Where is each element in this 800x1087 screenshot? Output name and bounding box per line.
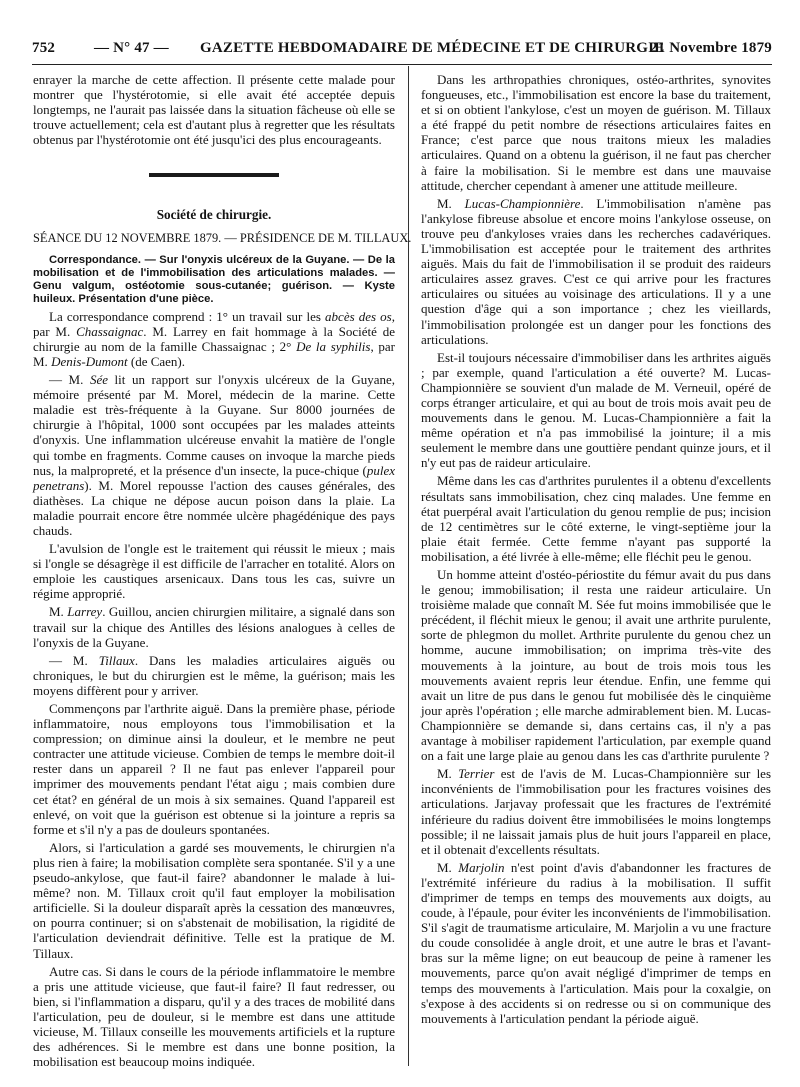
section-separator xyxy=(149,173,279,177)
journal-title: GAZETTE HEBDOMADAIRE DE MÉDECINE ET DE CHIRURGIE xyxy=(200,40,665,56)
paragraph: Dans les arthropathies chroniques, ostéo-arthrites, synovites fongueuses, etc., l'immobilisation est encore la base du traitement, et si on obtient l'ankylose, c'est un moyen de guérison. M. Tillaux a été frappé du petit nombre de résections articulaires faites en France; c'est parce que nous traitons mieux les maladies articulaires. Quand on a obtenu la guérison, il ne faut pas chercher à faire la mobilisation. Si le membre est dans une mauvaise attitude, chercher cependant à amener une attitude meilleure. xyxy=(421,72,771,193)
paragraph: enrayer la marche de cette affection. Il présente cette malade pour montrer que l'hystérotomie, si elle avait été acceptée depuis longtemps, ne l'aurait pas laissée dans la situation fâcheuse où elle se trouve actuellement; cela est d'autant plus à regretter que les résultats obtenus par l'hystérotomie ont été jusqu'ici des plus encourageants. xyxy=(33,72,395,148)
header-rule xyxy=(32,64,772,65)
paragraph: Commençons par l'arthrite aiguë. Dans la première phase, période inflammatoire, nous employons tous l'immobilisation et la compression; on diminue ainsi la douleur, et le membre ne peut contracter une attitude vicieuse. Combien de temps le membre doit-il rester dans un appareil ? Il ne faut pas enlever l'appareil pour imprimer des mouvements pendant l'état aigu ; mais combien dure cet état? en général de un mois à six semaines. Quand l'appareil est enlevé, on voit que la guérison est obtenue si la jointure a repris sa forme et s'il n'y a pas de douleurs spontanées. xyxy=(33,701,395,837)
paragraph: La correspondance comprend : 1° un travail sur les abcès des os, par M. Chassaignac. M. Larrey en fait hommage à la Société de chirurgie au nom de la famille Chassaignac ; 2° De la syphilis, par M. Denis-Dumont (de Caen). xyxy=(33,308,395,369)
paragraph: — M. Sée lit un rapport sur l'onyxis ulcéreux de la Guyane, mémoire présenté par M. Morel, médecin de la marine. Cette maladie est très-fréquente à la Guyane. Sur 8000 journées de chirurgie à l'hôpital, 1000 sont occupées par les malades atteints d'onyxis. Une inflammation ulcéreuse envahit la matière de l'ongle qui tombe en fragments. Comme causes on invoque la marche pieds nus, la malpropreté, et la présence d'un insecte, la puce-chique (pulex penetrans). M. Morel repousse l'action des causes générales, des diathèses. La chique ne dépose aucun poison dans la plaie. La maladie pourrait encore être nommée ulcère phagédénique des pays chauds. xyxy=(33,372,395,538)
section-title: Société de chirurgie. xyxy=(156,207,272,223)
paragraph: M. Larrey. Guillou, ancien chirurgien militaire, a signalé dans son travail sur la chique des Antilles des lésions analogues à celles de l'onyxis de la Guyane. xyxy=(33,604,395,650)
paragraph: Autre cas. Si dans le cours de la période inflammatoire le membre a pris une attitude vicieuse, que faut-il faire? Il faut redresser, ou bien, si l'inflammation a disparu, qu'il y a des traces de mobilité dans l'articulation, peu de douleur, si le membre est dans une attitude vicieuse, M. Tillaux conseille les mouvements artificiels et la rupture des adhérences. Si le membre est dans une bonne position, la mobilisation est beaucoup moins indiquée. xyxy=(33,963,395,1070)
page-number: 752 xyxy=(32,40,56,56)
paragraph: Est-il toujours nécessaire d'immobiliser dans les arthrites aiguës ; par exemple, quand l'articulation a été ouverte? M. Lucas-Championnière se souvient d'un malade de M. Verneuil, opéré de corps étranger articulaire, et qui au bout de trois mois avait peu de mouvements dans le genou. M. Lucas-Championnière a fait la même opération et n'a pas immobilisé la jointure; il a mis seulement le membre dans une gouttière pendant quinze jours, et il n'y eut pas de raideur articulaire. xyxy=(421,349,771,471)
right-column xyxy=(421,72,771,1029)
issue-number: — N° 47 — xyxy=(94,40,169,56)
paragraph: — M. Tillaux. Dans les maladies articulaires aiguës ou chroniques, le but du chirurgien est le même, la guérison; mais les moyens diffèrent pour y arriver. xyxy=(33,652,395,698)
seance-line: SÉANCE DU 12 NOVEMBRE 1879. — PRÉSIDENCE DE M. TILLAUX. xyxy=(33,230,412,245)
column-divider xyxy=(408,66,409,1066)
paragraph: M. Marjolin n'est point d'avis d'abandonner les fractures de l'extrémité inférieure du radius à la mobilisation. Il suffit d'imprimer de temps en temps des mouvements aux doigts, au coude, à l'épaule, pour éviter les inconvénients de l'immobilisation. S'il s'agit de traumatisme articulaire, M. Marjolin a vu une fracture du coude consolidée à angle droit, et une autre le bras et l'avant-bras sur la même ligne; on eut beaucoup de peine à ramener les mouvements, parce qu'on avait négligé d'imprimer de temps en temps des mouvements à l'articulation. Mais pour la coxalgie, on s'expose à des accidents si on redresse ou si on communique des mouvements à l'articulation pendant la période aiguë. xyxy=(421,859,771,1026)
page-header xyxy=(32,40,772,62)
issue-date: 21 Novembre 1879 xyxy=(649,40,772,56)
paragraph: M. Lucas-Championnière. L'immobilisation n'amène pas l'ankylose fibreuse absolue et encore moins l'ankylose osseuse, on trouve peu d'ankyloses vraies dans les recherches cadavériques. L'immobilisation est acceptée pour le traitement des arthrites aiguës. Mais du fait de l'immobilisation il se produit des raideurs articulaires assez graves. C'est ce qui arrive pour les fractures articulaires ou situées au voisinage des articulations. Il y a une question d'âge qui a son importance ; chez les vieillards, l'immobilisation prolongée est un danger pour les fonctions des articulations. xyxy=(421,195,771,347)
session-summary: Correspondance. — Sur l'onyxis ulcéreux de la Guyane. — De la mobilisation et de l'immobilisation des articulations malades. — Genu valgum, ostéotomie sous-cutanée; guérison. — Kyste huileux. Présentation d'une pièce. xyxy=(33,253,395,305)
paragraph: L'avulsion de l'ongle est le traitement qui réussit le mieux ; mais si l'ongle se désagrège il est difficile de l'arracher en totalité. Alors on emploie les caustiques arsenicaux. Dans tous les cas, suivre un régime approprié. xyxy=(33,541,395,602)
paragraph: Même dans les cas d'arthrites purulentes il a obtenu d'excellents résultats sans immobilisation, chez cinq malades. Une femme en état puerpéral avait l'articulation du genou remplie de pus; incision de 12 centimètres sur le côté externe, le vingt-septième jour la plaie était fermée. Cette femme n'ayant pas supporté la mobilisation, a été livrée à elle-même; elle fléchit peu le genou. xyxy=(421,473,771,564)
left-column xyxy=(33,72,412,1072)
paragraph: Alors, si l'articulation a gardé ses mouvements, le chirurgien n'a plus rien à faire; la mobilisation complète sera spontanée. S'il y a une pseudo-ankylose, que faut-il faire? abandonner le malade à lui-même? non. M. Tillaux croit qu'il faut employer la mobilisation artificielle. Si la douleur disparaît après la cessation des manœuvres, on pourra continuer; si on s'abstenait de mobilisation, la rigidité de l'articulation deviendrait définitive. Telle est la pratique de M. Tillaux. xyxy=(33,839,395,961)
paragraph: Un homme atteint d'ostéo-périostite du fémur avait du pus dans le genou; immobilisation; il resta une raideur articulaire. Un troisième malade que connaît M. Sée fut moins immobilisée que le précédent, il fléchit mieux le genou; il avait une arthrite purulente, sorte de phlegmon du mollet. Arthrite purulente du genou chez un homme, aucune immobilisation; on imprima très-vite des mouvements à la jointure, au bout de trois mois tous les mouvements avaient repris leur étendue. Enfin, une femme qui avait un litre de pus dans le genou fut mobilisée dès le cinquième jour après l'opération ; elle marche admirablement bien. M. Lucas-Championnière se demande si, dans certains cas, il n'y a pas avantage à mobiliser rapidement l'articulation, par exemple quand on a fait une large plaie au genou dans les cas d'arthrite purulente ? xyxy=(421,567,771,764)
paragraph: M. Terrier est de l'avis de M. Lucas-Championnière sur les inconvénients de l'immobilisation pour les fractures voisines des articulations. Jarjavay professait que les fractures de l'extrémité inférieure du radius doivent être immobilisées le moins longtemps possible; il ne laissait jamais plus de huit jours l'appareil en place, et il obtenait d'excellents résultats. xyxy=(421,766,772,857)
